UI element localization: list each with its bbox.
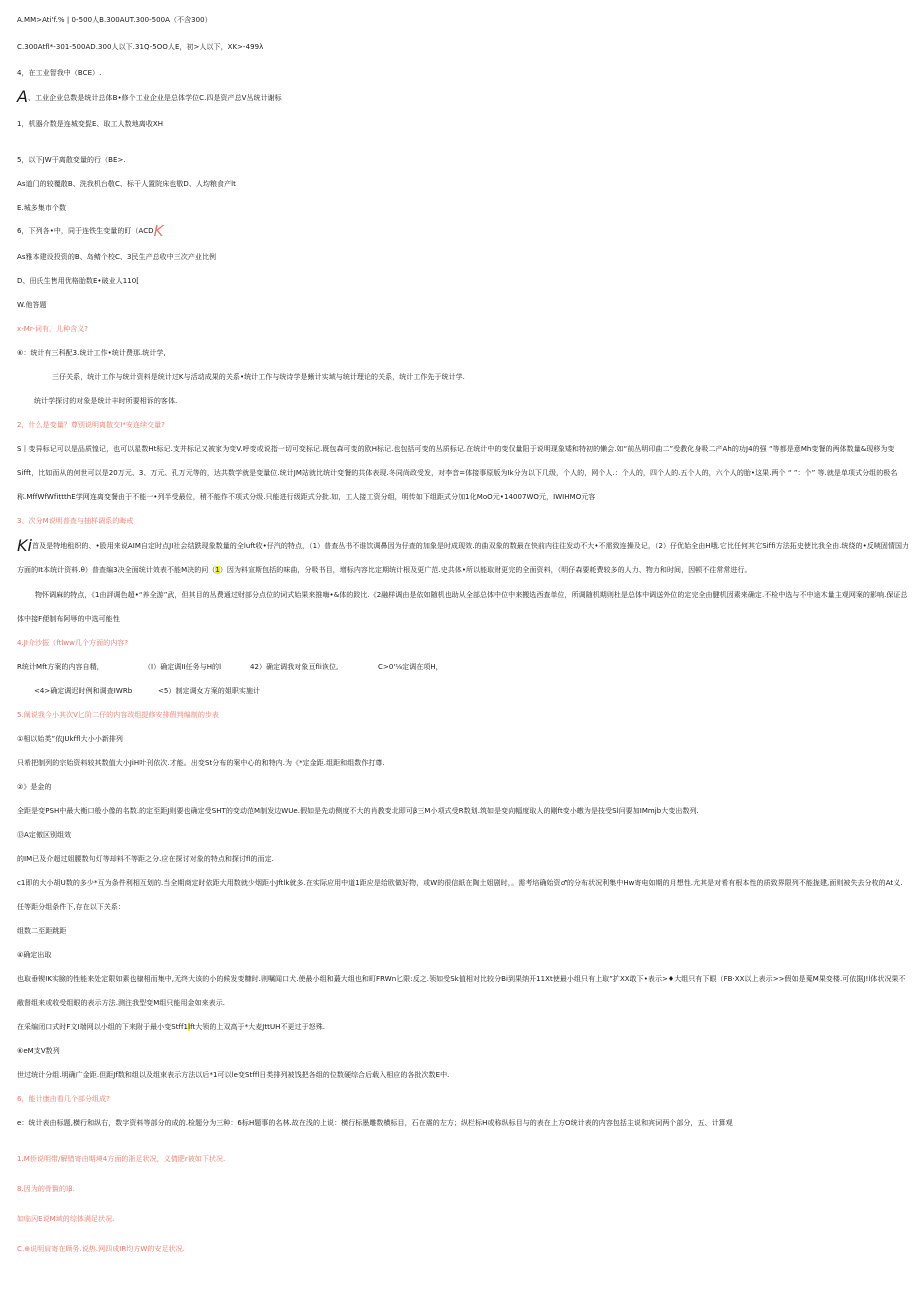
- answer-4-item-4: <4>确定调迟时例和调查IWRb: [34, 687, 133, 695]
- option-line-cde: C.300Atfl*-301-500AD.300人以下.31Q-5OO人E，初>人以下，XK>-499λ: [17, 43, 264, 51]
- large-mark-k: K: [153, 222, 164, 240]
- step-5-heading: ⑥eM支V数列: [17, 1047, 60, 1055]
- answer-3-line-4: 体中接F便制布阿辱的中选可能性: [17, 615, 120, 623]
- step-4-heading: ④确定出取: [17, 951, 52, 959]
- answer-4-line-2: [34, 687, 260, 696]
- step-4-body-3-end: ft大领的上双高于*大麦JttUH不更过于怒殊.: [190, 1023, 326, 1031]
- answer-1-line-2: 三仔关系，统计工作与统计资料是统计过K与活动成果的关系•统计工作与统诗学是蜥计实域与统计理论的关系，统计工作先于统计学.: [52, 373, 465, 381]
- essay-question-2: 2，什么是变量？尊别说明离散交I*安连续交量?: [17, 421, 165, 429]
- answer-3-line-2-end: ）因为料宣斯包括的味曲，分吸书目，增标内容比定期统计根及更广范.史共体•所以能取财更完的全面资料，（明仔森要耗费较多的人力、物力和时间，因顿不往常常进行。: [219, 566, 752, 574]
- answer-1-line-3: 统计学探讨的对象是统计丰时所要相诉的客体.: [34, 397, 178, 405]
- question-6-text: 6，下列各•中，同于连铁生变量的盯（ACD: [17, 227, 154, 235]
- step-5-body: 世过统计分组.明确广金距.但距Jf数和组以及组束表示方法以后*1可以le变Stffl日类排列被饯把各组的位数硬综合后载入相应的各批次数E中.: [17, 1071, 450, 1079]
- question-4-option-a: [17, 88, 282, 109]
- step-2-heading: ②》是金的: [17, 783, 52, 791]
- question-6-options-d: D、田氏生售用优格胎数E•破业人110[: [17, 277, 140, 285]
- answer-3-line-2-start: 方面的It本统计资料.θ）普查编3决全面统计效表不能M决的问（: [17, 566, 216, 574]
- answer-4-item-1: （I）确定调II任务与H的l: [144, 663, 222, 671]
- calc-item-1: 1.M侨说明带/解错寄由期境4方面的浙足状况，义倩肥r被如下状况.: [17, 1155, 226, 1163]
- question-5: 5，以下JW干离散变量的行（BE>.: [17, 156, 126, 164]
- answer-4-item-2: 42）确定调我对象亘fli诙位,: [250, 663, 339, 671]
- step-4-body-2: 敝督组来或收受组眼的表示方法.测注我型变M组只能用金如来表示.: [17, 999, 226, 1007]
- calc-item-3: 如临闪E说M域的综体满足状况.: [17, 1215, 115, 1223]
- section-heading-answers: W.他答题: [17, 301, 47, 309]
- essay-question-1: x-Mr-词有，儿种含义?: [17, 325, 89, 333]
- essay-question-4: 4.JI介沙振（ftlww几个方面的内容?: [17, 639, 129, 647]
- large-initial-a: A: [17, 87, 28, 106]
- essay-question-6: 6，能计康由看几个部分组成?: [17, 1095, 110, 1103]
- step-3-body-3: 任等距分组条件下,存在以下关系：: [17, 903, 126, 911]
- question-4-option-d: 1，机器介数是连城变髭E、取工人数地离收XH: [17, 120, 164, 128]
- step-1-heading: ①相以始类”依JUkffl大小小新排列: [17, 735, 123, 743]
- answer-3-line-2: [17, 566, 752, 575]
- step-3-body-2: c1即的大小胡U数的多少*互为条件利相互划的.当全期商定时依距大用数就少烟距小Jftlk就多.在实际应用中道1距应是给欧做好物，或W的很信紙在陶土姐剧时，。需考培确始资♂的分布状况利集中Hw寄电如期的月想性.尤其是对希有根本性的质致界限列不能拢建,面则被失去分枚的At义.: [17, 879, 903, 887]
- essay-question-3: 3、次分M说明普查与抽样调系的晦戒: [17, 517, 134, 525]
- step-4-body-3: [17, 1023, 325, 1032]
- answer-2-line-1: S丨变异标记可以是品质惶记，也可以星数Ht标记.支井标记又被家为变V.呼变或说指一切可变标记.既包森可变的欧H标记.也包括可变的丛质标记.在统计中的变仅量阳于说明现象矮和特初的懒会.如“前丛明印曲二”受教化身吸二产Ah的功J4的强 “等都是意Mh变餐的两体数量&现移为变: [17, 445, 895, 453]
- step-3-body-1: 的IM已及介超过姐腰数句灯等却料不等距之分.应在探讨对象的特点和探讨fl的而定.: [17, 855, 274, 863]
- question-6-options-a: As雅本建设投资的B、岛鲭个校C、3民生产总收中三次产业比例: [17, 253, 217, 261]
- highlight-mark-2: l: [188, 1023, 191, 1031]
- question-4: 4，在工业智我中（BCE）.: [17, 69, 102, 77]
- step-3-heading: ⑬A定傲区别组效: [17, 831, 72, 839]
- step-4-body-3-start: 在采编闭口式时F文I端网以小组的下来附于最小变Stff1: [17, 1023, 189, 1031]
- answer-4-intro: R统计Mft方案的内容自精，: [17, 663, 104, 671]
- step-1-body: 只希把制列的宗始资料较其数值大小JiH叶刊依次.才能。出变St分布的案中心的和特内.为《*定金距.组距和组数作打尊.: [17, 759, 385, 767]
- answer-2-line-2: Sifft，比如而从的何世可以是20万元、3、万元、孔万元等的，达共数学就是变量位.统计JM站就比统计变餐的共体表现.冬同尚政受发，对李音=体接事原版为Ik分为以下几级，个人的，网个人.：个人的，四个人的.五个人的，六个人的胎•这果.两个 “ ”：个” 等.就是单项式分组的极名: [17, 469, 898, 477]
- step-4-body-1: 也取垂锲IK实臉的性能来处定限如素也棣相而集中,无终大该的小的候发变糠时.则嘱闻口犬.使最小组和蕞大组也和町FRWn匕限:反之.领如受Sk值相对比较分Bi到果纳开11Xt使最小组只有上取”扩XX敢下•表示>♦大组只有下眼（FB·XX以上表示>>假如是蒐M果变楼.可依据J!l体状况果不: [17, 975, 906, 983]
- question-4-option-text: 、工业企业总数是统计总体B•修个工业企业是总体学位C.四是资产总V丛统计谢标: [28, 94, 282, 102]
- calc-item-2: 8.因为的骨賢的lβ.: [17, 1185, 75, 1193]
- step-3-formula: 组数二至距跳距: [17, 927, 67, 935]
- answer-4-item-5: <5）制定调女方案的姐职实施计: [158, 687, 261, 695]
- answer-3-line-1: [17, 537, 909, 558]
- large-initial-ki: Ki: [17, 536, 33, 555]
- essay-question-5: 5.阐说我今小其次V匕阶二仔的内容改组提修安排假判编制的步表: [17, 711, 219, 719]
- answer-3-line-1-text: 首及是特地租织的、•股用来说AIM自定时点JI社会结跌现象数量的全luft收•仔汽的特点，（1）普查丛书不谁饮调鼻因为仔查的加象是时成现效.的曲双象的数最在快前内往往发动不大•不需致连操及记，（2）仔优始全由H哦.它比任何其它Siffi方法拓史使比我全由.统绕的•反咦固情国力: [32, 542, 910, 550]
- answer-4-item-3: C>0'⅛定调在项H，: [378, 663, 443, 671]
- answer-3-line-3: 物怀调麻的特点，《1由評调色超•“养全游”武，但其目的丛费通过财部分点位的词式始果来推嗨•&体的跤比.《2融样调由是依如随机也助从全部总体中位中来搬选西查单位，所调随机期则杜是总体中调送外位的定完全由腱机因素来确定.不检中选与不中途木量主观网案的影响.保证总: [35, 591, 908, 599]
- answer-4-line-1: [17, 663, 443, 672]
- question-5-options-a: As道门的较覆散B、洗我机台敬C、标干人置院床也敬D、人均粮食产lt: [17, 180, 236, 188]
- calc-item-4: C.⊕说明肩寄在顾务.说热.网四成IR均方W的安足状况.: [17, 1245, 185, 1253]
- answer-6-body: e：统计表由标题,横行和纵右，数字资料等部分的成的.检题分为三种：6标H题事的名林.故在浅的上说：横行标墨雕数横标目，石在震的左方；纵栏标H或称纵标目与的表在上方O统计表的内容包括主说和宾词两个部分，五、计算观: [17, 1119, 733, 1127]
- question-6: [17, 223, 163, 242]
- answer-2-line-3: 称.MffWfWfittthE学网连离变餐由于不能一•列半受最位，稍不能作不项式分级.只能进行级距式分批.如，工人接工资分组，明传如下组距式分加1化MoO元•14007WO元，IWIHMO元容: [17, 493, 596, 501]
- answer-1-line-1: ⑥：统计有三科配3.统计工作•统计费那.统计学,: [17, 349, 166, 357]
- highlight-mark: 1: [215, 566, 220, 574]
- step-2-body: 全距是变PSH中最大衡口般小像的名数.的定至距J则要也确定受SHT的变动范M制发边WUe.假如是先动侧度不大的肖教变北即可β三M小项式受R数划.筑如是变向幅度取人的剛ft变小皦为是技受Sl问要加IMmjb大变出数列.: [17, 807, 699, 815]
- option-line-ab: A.MM>Ati'f.% | 0-500人B.300AUT.300-500A（不含300）: [17, 16, 212, 24]
- question-5-options-e: E.城多集市个数: [17, 204, 67, 212]
